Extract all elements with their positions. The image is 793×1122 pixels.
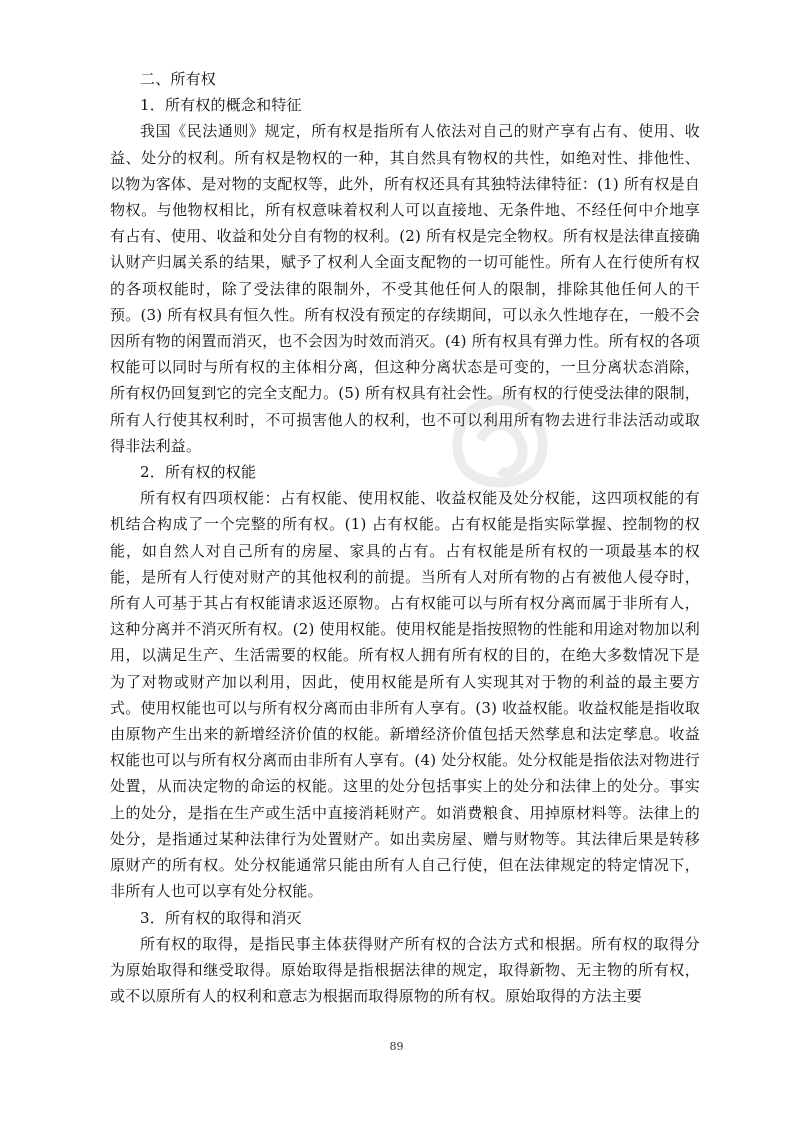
subsection-heading-powers: 2．所有权的权能 (140, 463, 257, 482)
paragraph-concept: 我国《民法通则》规定，所有权是指所有人依法对自己的财产享有占有、使用、收益、处分的权利。所有权是物权的一种，其自然具有物权的共性，如绝对性、排他性、以物为客体、是对物的支配权等，此外，所有权还具有其独特法律特征：(1) 所有权是自物权。与他物权相比，所有权意味着权利人可以直接地、无条件地、不经任何中介地享有占有、使用、收益和处分自有物的权利。(2) 所有权是完全物权。所有权是法律直接确认财产归属关系的结果，赋予了权利人全面支配物的一切可能性。所有人在行使所有权的各项权能时，除了受法律的限制外，不受其他任何人的限制，排除其他任何人的干预。(3) 所有权具有恒久性。所有权没有预定的存续期间，可以永久性地存在，一般不会因所有物的闲置而消灭，也不会因为时效而消灭。(4) 所有权具有弹力性。所有权的各项权能可以同时与所有权的主体相分离，但这种分离状态是可变的，一旦分离状态消除，所有权仍回复到它的完全支配力。(5) 所有权具有社会性。所有权的行使受法律的限制，所有人行使其权利时，不可损害他人的权利，也不可以利用所有物去进行非法活动或取得非法利益。 (110, 122, 700, 455)
page-number: 89 (389, 1040, 404, 1053)
paragraph-powers: 所有权有四项权能：占有权能、使用权能、收益权能及处分权能，这四项权能的有机结合构成了一个完整的所有权。(1) 占有权能。占有权能是指实际掌握、控制物的权能，如自然人对自己所有的房屋、家具的占有。占有权能是所有权的一项最基本的权能，是所有人行使对财产的其他权利的前提。当所有人对所有物的占有被他人侵夺时，所有人可基于其占有权能请求返还原物。占有权能可以与所有权分离而属于非所有人，这种分离并不消灭所有权。(2) 使用权能。使用权能是指按照物的性能和用途对物加以利用，以满足生产、生活需要的权能。所有权人拥有所有权的目的，在绝大多数情况下是为了对物或财产加以利用，因此，使用权能是所有人实现其对于物的利益的最主要方式。使用权能也可以与所有权分离而由非所有人享有。(3) 收益权能。收益权能是指收取由原物产生出来的新增经济价值的权能。新增经济价值包括天然孳息和法定孳息。收益权能也可以与所有权分离而由非所有人享有。(4) 处分权能。处分权能是指依法对物进行处置，从而决定物的命运的权能。这里的处分包括事实上的处分和法律上的处分。事实上的处分，是指在生产或生活中直接消耗财产。如消费粮食、用掉原材料等。法律上的处分，是指通过某种法律行为处置财产。如出卖房屋、赠与财物等。其法律后果是转移原财产的所有权。处分权能通常只能由所有人自己行使，但在法律规定的特定情况下，非所有人也可以享有处分权能。 (110, 489, 700, 901)
subsection-heading-acquisition: 3．所有权的取得和消灭 (140, 908, 302, 927)
document-body (110, 66, 700, 1009)
subsection-heading-concept: 1．所有权的概念和特征 (140, 96, 302, 115)
section-heading: 二、所有权 (140, 70, 217, 88)
paragraph-acquisition: 所有权的取得，是指民事主体获得财产所有权的合法方式和根据。所有权的取得分为原始取得和继受取得。原始取得是指根据法律的规定，取得新物、无主物的所有权，或不以原所有人的权利和意志为根据而取得原物的所有权。原始取得的方法主要 (110, 934, 700, 1006)
